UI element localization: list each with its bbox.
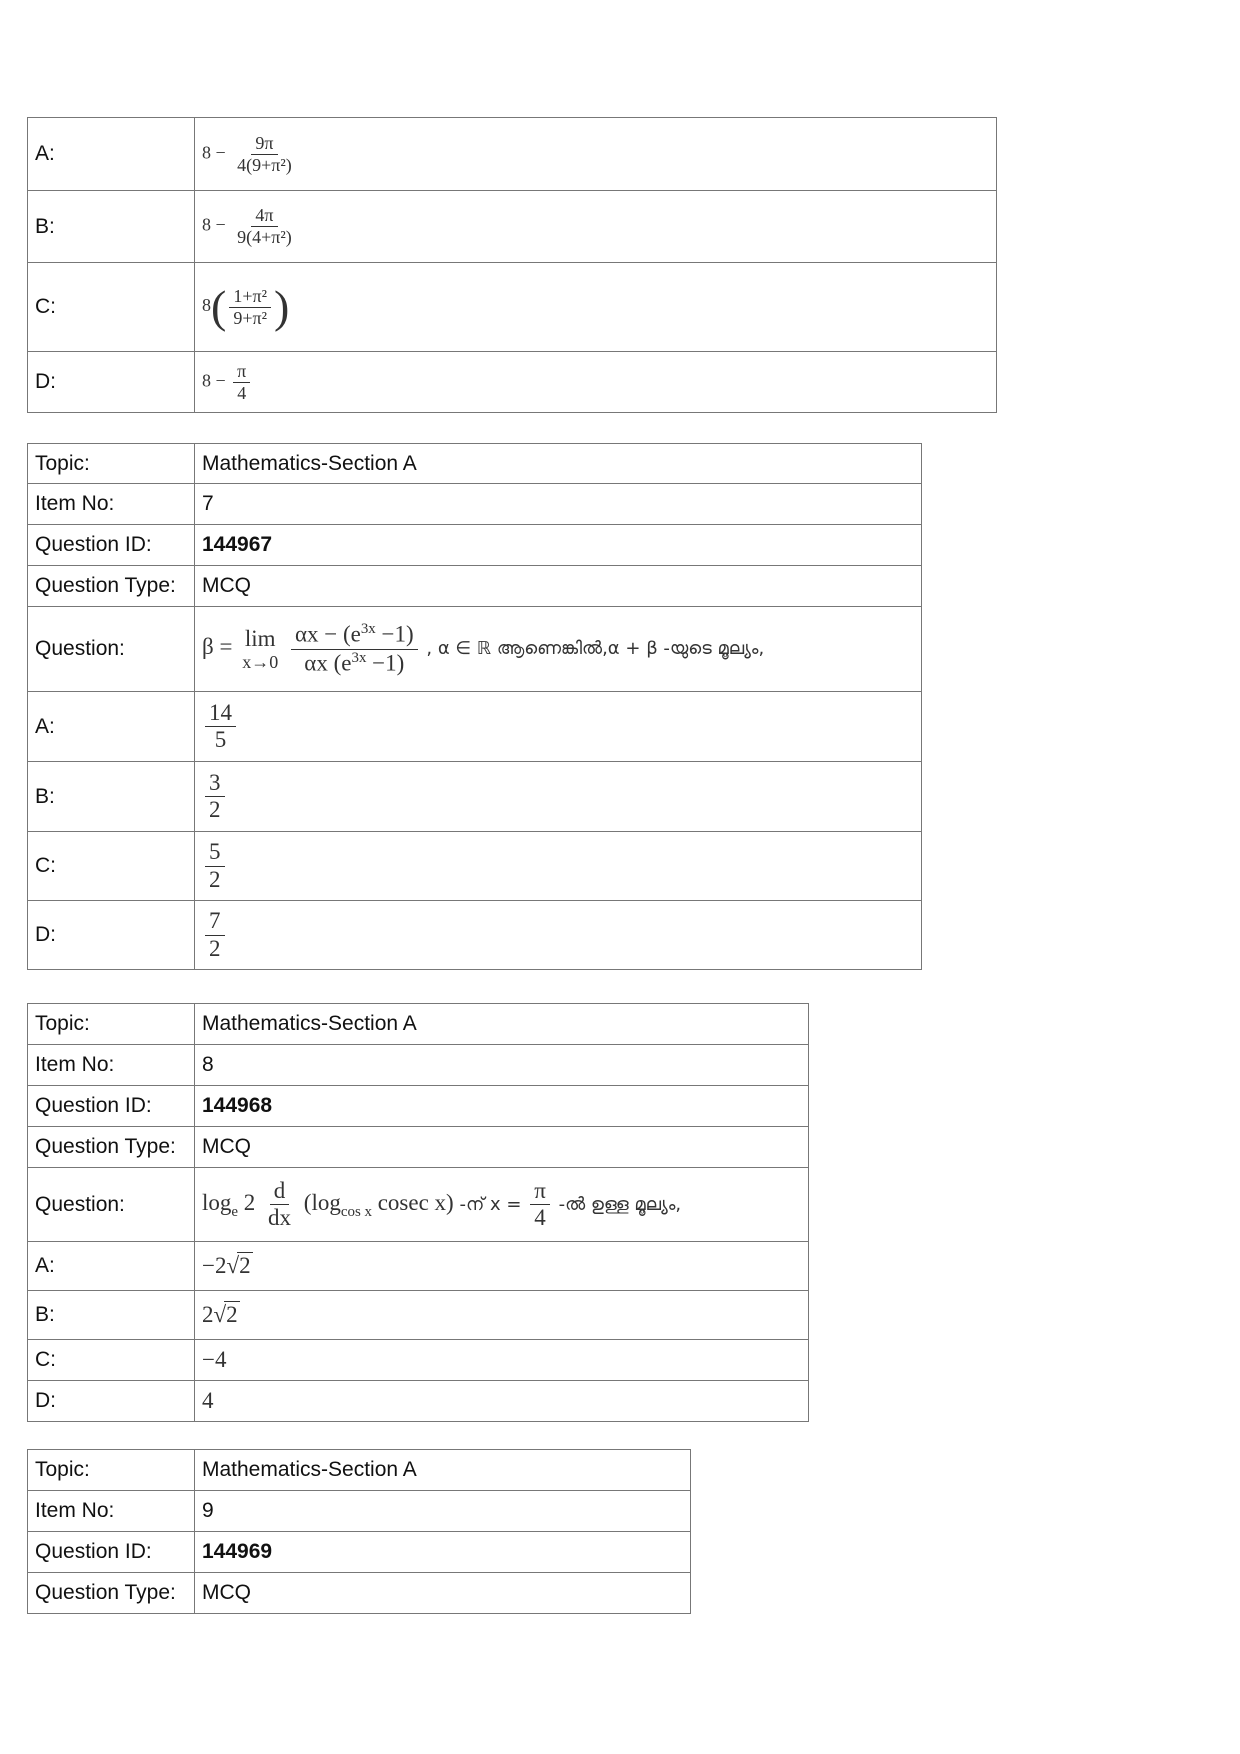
log-base: e (231, 1203, 239, 1220)
question-type-value: MCQ (195, 566, 922, 607)
beta-symbol: β = (202, 634, 233, 660)
question-row (28, 1168, 809, 1242)
derivative-operator (264, 1178, 295, 1232)
option-prefix: 8 (202, 295, 211, 316)
option-label: B: (28, 1291, 195, 1340)
limit-operator (242, 626, 278, 673)
question-id-value: 144969 (195, 1532, 691, 1573)
question-id-label: Question ID: (28, 1086, 195, 1127)
question-label: Question: (28, 1168, 195, 1242)
inner-expression-end: cosec x) (371, 1189, 454, 1215)
option-row-a (28, 118, 997, 191)
option-row-b (28, 191, 997, 263)
topic-row (28, 1004, 809, 1045)
fraction-numerator: 4π (251, 205, 277, 227)
fraction-denominator: 2 (209, 935, 221, 961)
limit-fraction (291, 621, 418, 676)
question-type-row (28, 566, 922, 607)
fraction-numerator: 7 (205, 908, 225, 935)
limit-subscript: x→0 (242, 651, 279, 672)
fraction (205, 839, 225, 893)
item-no-value: 9 (195, 1491, 691, 1532)
denominator-part: αx (e (304, 650, 352, 676)
fraction (229, 286, 271, 328)
option-value (195, 1242, 809, 1291)
topic-row (28, 444, 922, 484)
limit-word: lim (244, 625, 276, 651)
question-id-label: Question ID: (28, 525, 195, 566)
topic-row (28, 1450, 691, 1491)
question-type-label: Question Type: (28, 566, 195, 607)
option-row-d (28, 352, 997, 413)
topic-label: Topic: (28, 1450, 195, 1491)
option-row-a (28, 692, 922, 762)
question-type-label: Question Type: (28, 1573, 195, 1614)
item-no-label: Item No: (28, 484, 195, 525)
question-text (195, 607, 922, 692)
fraction-denominator: 4(9+π²) (237, 154, 292, 175)
right-paren: ) (273, 281, 290, 332)
fraction (205, 770, 225, 824)
item-no-row (28, 1045, 809, 1086)
question-table-item-7 (27, 443, 922, 970)
fraction-denominator (300, 650, 408, 677)
option-row-d (28, 1381, 809, 1422)
fraction-denominator: 4 (534, 1205, 546, 1230)
question-id-label: Question ID: (28, 1532, 195, 1573)
item-no-label: Item No: (28, 1491, 195, 1532)
fraction-denominator: 2 (209, 866, 221, 892)
option-prefix: 8 − (202, 142, 226, 163)
sqrt-radicand: 2 (226, 1302, 238, 1327)
option-row-d (28, 901, 922, 970)
fraction-numerator (291, 621, 418, 649)
log-word: log (202, 1189, 232, 1215)
x-value-fraction (530, 1178, 550, 1232)
option-row-c (28, 1340, 809, 1381)
fraction-denominator: 9(4+π²) (237, 227, 292, 247)
fraction-denominator: 2 (209, 797, 221, 822)
option-value: −4 (195, 1340, 809, 1381)
option-row-c (28, 263, 997, 352)
numerator-part: −1) (375, 622, 414, 648)
question-id-row (28, 525, 922, 566)
fraction-denominator: 9+π² (233, 307, 267, 328)
numerator-exponent: 3x (360, 621, 376, 638)
option-label: C: (28, 832, 195, 901)
option-label: D: (28, 1381, 195, 1422)
question-type-label: Question Type: (28, 1127, 195, 1168)
left-paren: ( (211, 281, 227, 332)
fraction-numerator: 9π (251, 133, 277, 155)
option-value (195, 692, 922, 762)
option-label: D: (28, 352, 195, 413)
option-row-b (28, 1291, 809, 1340)
question-tail: , α ∈ ℝ ആണെങ്കിൽ,α + β -യുടെ മൂല്യം, (426, 638, 765, 660)
question-id-value: 144968 (195, 1086, 809, 1127)
fraction (233, 361, 250, 403)
fraction-denominator: 4 (237, 382, 247, 403)
topic-value: Mathematics-Section A (195, 444, 922, 484)
sqrt-sign: √ (213, 1302, 227, 1327)
question-id-value: 144967 (195, 525, 922, 566)
option-label: C: (28, 1340, 195, 1381)
option-value (195, 901, 922, 970)
topic-label: Topic: (28, 1004, 195, 1045)
fraction-numerator: d (270, 1178, 290, 1205)
fraction (205, 700, 236, 754)
options-table-q6 (27, 117, 997, 413)
option-coefficient: −2 (202, 1253, 227, 1278)
option-value (195, 1291, 809, 1340)
question-type-row (28, 1127, 809, 1168)
fraction (233, 205, 296, 247)
question-row (28, 607, 922, 692)
question-connector: -ന് x = (459, 1193, 522, 1215)
question-text (195, 1168, 809, 1242)
item-no-row (28, 484, 922, 525)
topic-value: Mathematics-Section A (195, 1004, 809, 1045)
option-value (195, 118, 997, 191)
question-id-row (28, 1532, 691, 1573)
option-value (195, 762, 922, 832)
inner-log-base: cos x (340, 1203, 372, 1220)
sqrt-sign: √ (226, 1253, 240, 1278)
option-label: A: (28, 1242, 195, 1291)
fraction-numerator: π (530, 1178, 550, 1205)
option-value (195, 191, 997, 263)
denominator-part: −1) (366, 650, 405, 676)
fraction-numerator: π (233, 361, 250, 383)
question-type-value: MCQ (195, 1127, 809, 1168)
option-value (195, 832, 922, 901)
fraction-denominator: 5 (214, 727, 227, 752)
option-value: 4 (195, 1381, 809, 1422)
option-value (195, 352, 997, 413)
question-type-row (28, 1573, 691, 1614)
fraction-numerator: 3 (205, 770, 225, 797)
option-prefix: 8 − (202, 214, 226, 235)
option-value (195, 263, 997, 352)
item-no-label: Item No: (28, 1045, 195, 1086)
fraction (205, 908, 225, 962)
fraction (233, 133, 296, 175)
fraction-denominator: dx (268, 1205, 292, 1230)
option-prefix: 8 − (202, 370, 226, 391)
question-tail: -ൽ ഉള്ള മൂല്യം, (558, 1193, 682, 1215)
item-no-row (28, 1491, 691, 1532)
option-label: B: (28, 191, 195, 263)
question-table-item-9 (27, 1449, 691, 1614)
question-table-item-8 (27, 1003, 809, 1422)
item-no-value: 7 (195, 484, 922, 525)
question-id-row (28, 1086, 809, 1127)
topic-label: Topic: (28, 444, 195, 484)
option-row-b (28, 762, 922, 832)
option-row-a (28, 1242, 809, 1291)
topic-value: Mathematics-Section A (195, 1450, 691, 1491)
question-label: Question: (28, 607, 195, 692)
inner-expression: (log (303, 1189, 341, 1215)
fraction-numerator: 14 (205, 700, 236, 727)
numerator-part: αx − (e (294, 622, 361, 648)
option-label: A: (28, 692, 195, 762)
fraction-numerator: 1+π² (229, 286, 271, 308)
option-label: B: (28, 762, 195, 832)
question-type-value: MCQ (195, 1573, 691, 1614)
denominator-exponent: 3x (351, 649, 367, 666)
option-coefficient: 2 (202, 1302, 214, 1327)
option-row-c (28, 832, 922, 901)
item-no-value: 8 (195, 1045, 809, 1086)
option-label: D: (28, 901, 195, 970)
option-label: A: (28, 118, 195, 191)
fraction-numerator: 5 (205, 839, 225, 866)
sqrt-radicand: 2 (239, 1253, 251, 1278)
log-argument: 2 (238, 1189, 256, 1215)
option-label: C: (28, 263, 195, 352)
